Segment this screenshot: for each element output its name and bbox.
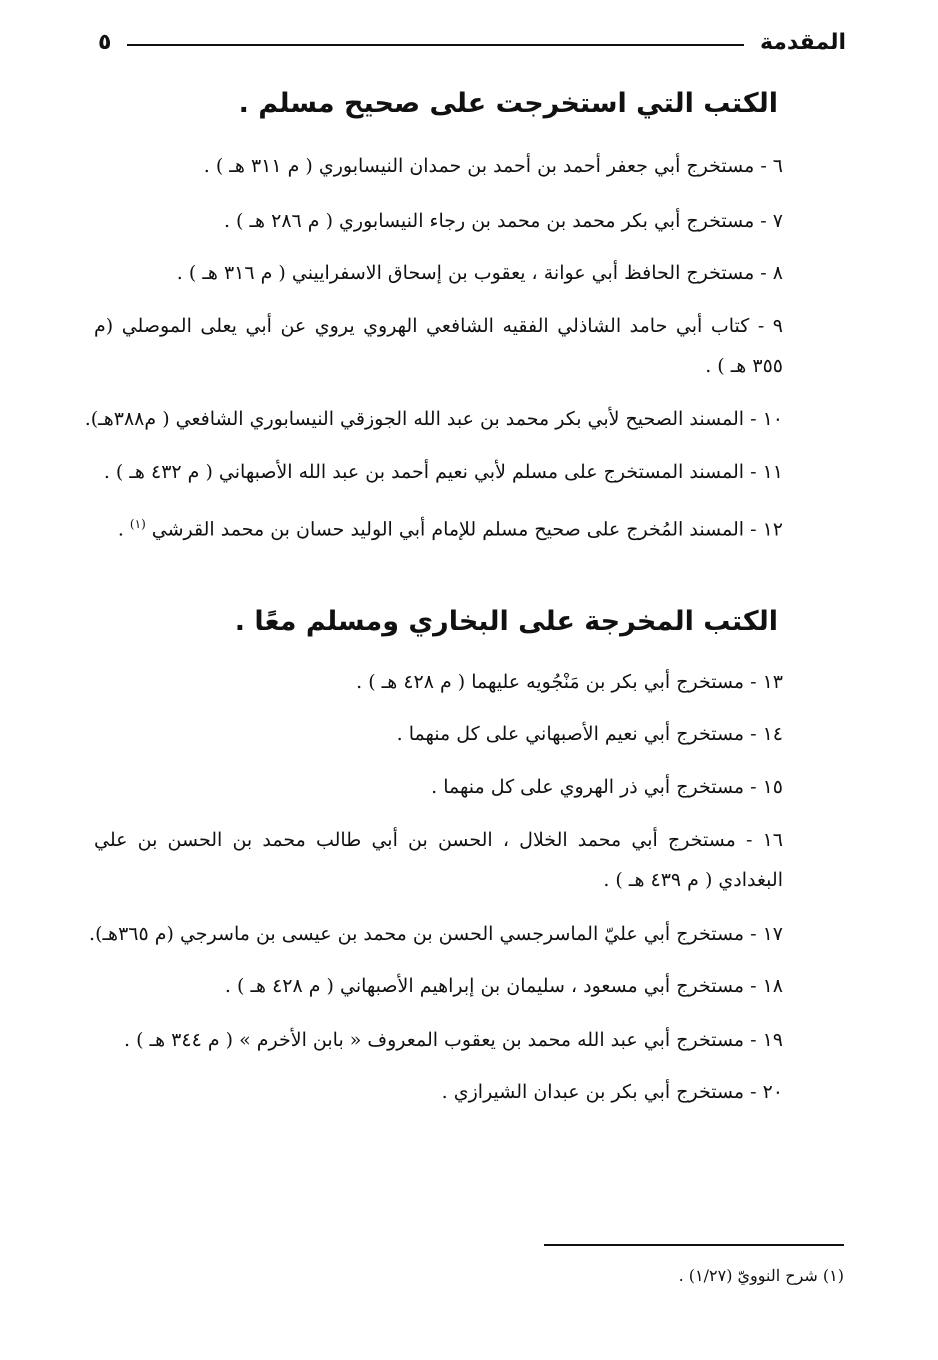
footnote: (١) شرح النوويّ (١/٢٧) . [678, 1266, 844, 1285]
list-item-12-text: ١٢ - المسند المُخرج على صحيح مسلم للإمام أبي الوليد حسان بن محمد القرشي [151, 518, 783, 541]
list-item-9: ٩ - كتاب أبي حامد الشاذلي الفقيه الشافعي الهروي يروي عن أبي يعلى الموصلي (م ٣٥٥ هـ ) . [94, 315, 783, 377]
list-item-15: ١٥ - مستخرج أبي ذر الهروي على كل منهما . [431, 776, 783, 798]
header-title: المقدمة [759, 29, 846, 55]
list-item-20: ٢٠ - مستخرج أبي بكر بن عبدان الشيرازي . [441, 1081, 783, 1103]
list-item-18: ١٨ - مستخرج أبي مسعود ، سليمان بن إبراهيم الأصبهاني ( م ٤٢٨ هـ ) . [224, 975, 783, 997]
section-heading-both: الكتب المخرجة على البخاري ومسلم معًا . [234, 606, 778, 637]
list-item-12-tail: . [117, 518, 124, 541]
footnote-rule [544, 1244, 844, 1246]
list-item-17: ١٧ - مستخرج أبي عليّ الماسرجسي الحسن بن محمد بن عيسى بن ماسرجي (م ٣٦٥هـ). [89, 923, 783, 945]
list-item-19: ١٩ - مستخرج أبي عبد الله محمد بن يعقوب المعروف « بابن الأخرم » ( م ٣٤٤ هـ ) . [124, 1029, 783, 1051]
list-item-10: ١٠ - المسند الصحيح لأبي بكر محمد بن عبد الله الجوزقي النيسابوري الشافعي ( م٣٨٨هـ). [84, 408, 783, 430]
header-rule [127, 44, 744, 46]
list-item-14: ١٤ - مستخرج أبي نعيم الأصبهاني على كل منهما . [396, 723, 783, 745]
section-heading-muslim: الكتب التي استخرجت على صحيح مسلم . [238, 88, 778, 119]
list-item-13: ١٣ - مستخرج أبي بكر بن مَنْجُويه عليهما ( م ٤٢٨ هـ ) . [356, 671, 783, 693]
footnote-ref: (١) [129, 517, 146, 531]
running-header [98, 22, 846, 62]
page-number: ٥ [98, 29, 112, 55]
list-item-12 [98, 502, 783, 551]
list-item-7: ٧ - مستخرج أبي بكر محمد بن محمد بن رجاء النيسابوري ( م ٢٨٦ هـ ) . [223, 210, 783, 232]
list-item-16: ١٦ - مستخرج أبي محمد الخلال ، الحسن بن أبي طالب محمد بن الحسن بن علي البغدادي ( م ٤٣٩ هـ ) . [94, 829, 783, 891]
list-item-11: ١١ - المسند المستخرج على مسلم لأبي نعيم أحمد بن عبد الله الأصبهاني ( م ٤٣٢ هـ ) . [103, 461, 783, 483]
list-item-6: ٦ - مستخرج أبي جعفر أحمد بن أحمد بن حمدان النيسابوري ( م ٣١١ هـ ) . [203, 155, 783, 177]
list-item-8: ٨ - مستخرج الحافظ أبي عوانة ، يعقوب بن إسحاق الاسفراييني ( م ٣١٦ هـ ) . [176, 262, 783, 284]
